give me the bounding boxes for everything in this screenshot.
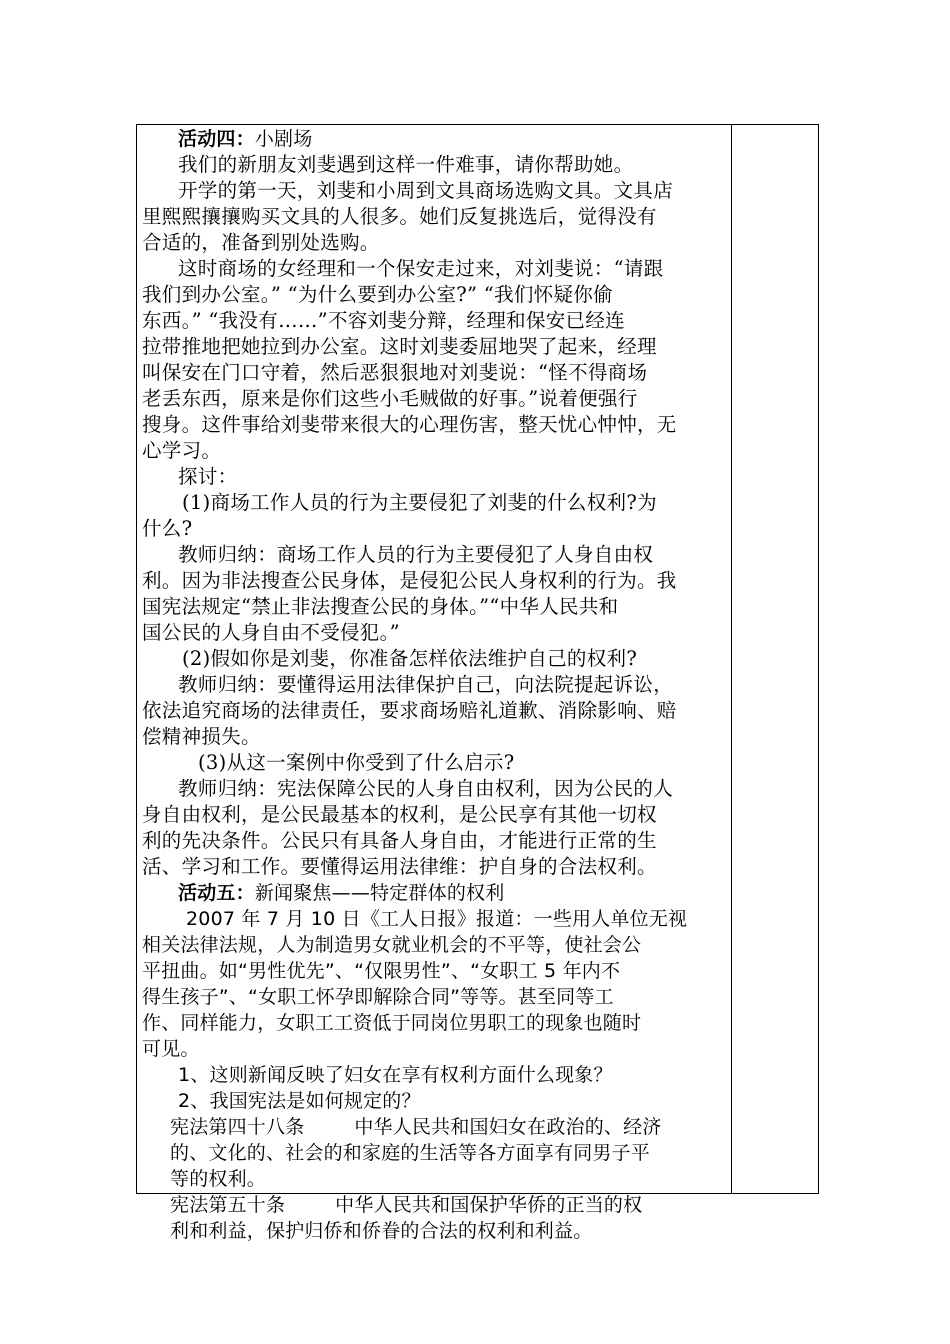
text-line: 平扭曲。如“男性优先”、“仅限男性”、“女职工 5 年内不	[142, 960, 621, 982]
text-line: 探讨：	[178, 465, 238, 488]
text-line: 国宪法规定“禁止非法搜查公民的身体。”“中华人民共和	[142, 595, 619, 618]
text-line: 依法追究商场的法律责任，要求商场赔礼道歉、消除影响、赔	[142, 699, 677, 722]
text-line: 心学习。	[142, 439, 222, 462]
text-line	[142, 126, 726, 152]
activity-heading-title: 新闻聚焦——特定群体的权利	[254, 882, 505, 904]
text-line	[142, 880, 726, 906]
text-line: 教师归纳：宪法保障公民的人身自由权利，因为公民的人	[178, 777, 674, 800]
column-divider	[731, 124, 732, 1194]
text-line: 等的权利。	[170, 1168, 267, 1190]
text-line: 利的先决条件。公民只有具备人身自由，才能进行正常的生	[142, 829, 657, 852]
text-line: 宪法第五十条 中华人民共和国保护华侨的正当的权	[170, 1194, 643, 1216]
activity-heading-label: 活动四：	[178, 128, 255, 150]
text-line: 的、文化的、社会的和家庭的生活等各方面享有同男子平	[170, 1142, 651, 1164]
text-line: 我们到办公室。” “为什么要到办公室?” “我们怀疑你偷	[142, 283, 613, 306]
text-line: 东西。” “我没有……”不容刘斐分辩，经理和保安已经连	[142, 309, 625, 332]
text-line: (3)从这一案例中你受到了什么启示?	[198, 751, 515, 774]
content-cell	[142, 126, 726, 1244]
text-line: (1)商场工作人员的行为主要侵犯了刘斐的什么权利?为	[182, 491, 657, 514]
text-line: 开学的第一天，刘斐和小周到文具商场选购文具。文具店	[178, 179, 674, 202]
text-line: 里熙熙攘攘购买文具的人很多。她们反复挑选后，觉得没有	[142, 205, 657, 228]
text-line: 身自由权利，是公民最基本的权利，是公民享有其他一切权	[142, 803, 657, 826]
text-line: 宪法第四十八条 中华人民共和国妇女在政治的、经济	[170, 1116, 662, 1138]
text-line: 1、这则新闻反映了妇女在享有权利方面什么现象？	[178, 1064, 613, 1086]
text-line: 利。因为非法搜查公民身体，是侵犯公民人身权利的行为。我	[142, 569, 677, 592]
text-line: 叫保安在门口守着，然后恶狠狠地对刘斐说：“怪不得商场	[142, 361, 648, 384]
text-line: (2)假如你是刘斐，你准备怎样依法维护自己的权利?	[182, 647, 638, 670]
text-line: 得生孩子”、“女职工怀孕即解除合同”等等。甚至同等工	[142, 986, 614, 1008]
text-line: 搜身。这件事给刘斐带来很大的心理伤害，整天忧心忡忡，无	[142, 413, 677, 436]
text-line: 2、我国宪法是如何规定的？	[178, 1090, 421, 1112]
text-line: 作、同样能力，女职工工资低于同岗位男职工的现象也随时	[142, 1012, 642, 1034]
text-line: 合适的，准备到别处选购。	[142, 231, 380, 254]
text-line: 利和利益，保护归侨和侨眷的合法的权利和利益。	[170, 1220, 593, 1242]
text-line: 2007 年 7 月 10 日《工人日报》报道：一些用人单位无视	[186, 908, 688, 930]
text-line: 教师归纳：要懂得运用法律保护自己，向法院提起诉讼，	[178, 673, 674, 696]
text-line: 什么?	[142, 517, 193, 540]
activity-heading-label: 活动五：	[178, 882, 255, 904]
text-line: 相关法律法规，人为制造男女就业机会的不平等，使社会公	[142, 934, 642, 956]
text-line: 这时商场的女经理和一个保安走过来，对刘斐说：“请跟	[178, 257, 664, 280]
text-line: 可见。	[142, 1038, 200, 1060]
text-line: 教师归纳：商场工作人员的行为主要侵犯了人身自由权	[178, 543, 654, 566]
text-line: 国公民的人身自由不受侵犯。”	[142, 621, 400, 644]
text-line: 活、学习和工作。要懂得运用法律维：护自身的合法权利。	[142, 855, 657, 878]
text-line: 我们的新朋友刘斐遇到这样一件难事，请你帮助她。	[178, 153, 634, 176]
text-line: 拉带推地把她拉到办公室。这时刘斐委屈地哭了起来，经理	[142, 335, 657, 358]
text-line: 偿精神损失。	[142, 725, 261, 748]
text-line: 老丢东西，原来是你们这些小毛贼做的好事。”说着便强行	[142, 387, 638, 410]
activity-heading-title: 小剧场	[254, 128, 313, 150]
